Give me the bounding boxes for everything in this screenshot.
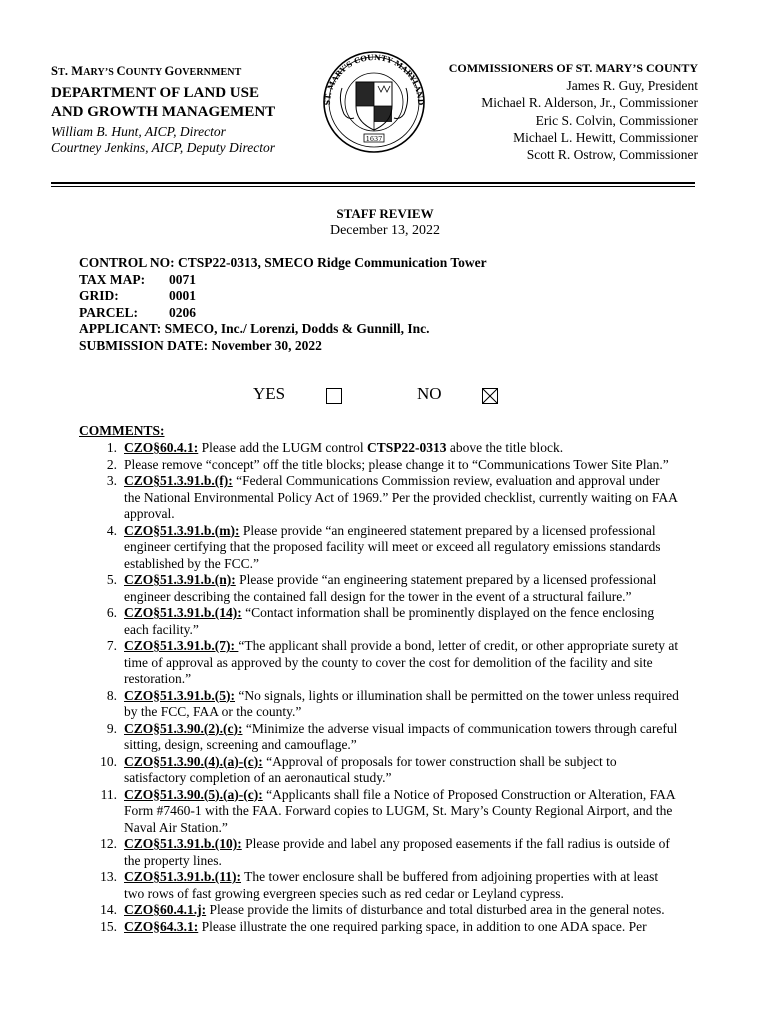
comment-number: 14. xyxy=(100,902,117,917)
code-citation: CZO§51.3.91.b.(10): xyxy=(124,836,242,851)
deputy-director-line: Courtney Jenkins, AICP, Deputy Director xyxy=(51,140,275,155)
comment-text: Please remove “concept” off the title blocks; please change it to “Communications Tower Site Plan.” xyxy=(124,456,669,472)
tax-map-row: TAX MAP: 0071 xyxy=(79,271,196,287)
header-divider-thin xyxy=(51,186,695,187)
comment-number: 10. xyxy=(100,753,117,769)
comment-item xyxy=(79,919,679,936)
commissioner-line: Michael L. Hewitt, Commissioner xyxy=(513,129,698,145)
comment-item xyxy=(79,605,679,638)
comment-text: “No signals, lights or illumination shall be permitted on the tower unless required by the FCC, FAA or the county.” xyxy=(124,687,679,719)
code-citation: CZO§51.3.90.(2).(c): xyxy=(124,720,243,736)
staff-review-heading xyxy=(0,206,770,240)
comment-text: Please provide “an engineering statement prepared by a licensed professional engineer describing the contained fall design for the tower in the event of a structural failure.” xyxy=(124,572,657,604)
checked-x-icon xyxy=(483,389,497,403)
svg-text:1637: 1637 xyxy=(365,135,383,143)
code-citation: CZO§51.3.91.b.(n): xyxy=(124,572,236,587)
comment-text: “Contact information shall be prominently displayed on the fence enclosing each facility.” xyxy=(124,605,655,637)
code-citation: CZO§51.3.91.b.(m): xyxy=(124,522,240,538)
commissioners-block xyxy=(408,60,698,163)
comment-text: Please add the LUGM control xyxy=(198,440,367,455)
comment-number: 1. xyxy=(106,440,117,455)
yes-checkbox[interactable] xyxy=(326,388,342,404)
comment-text: “The applicant shall provide a bond, letter of credit, or other appropriate surety at time of approval as approved by the county to cover the cost for demolition of the facility and site restoration.” xyxy=(124,638,679,686)
department-header xyxy=(51,64,311,156)
commissioner-line: Scott R. Ostrow, Commissioner xyxy=(526,147,698,163)
comment-item xyxy=(79,523,679,573)
code-citation: CZO§51.3.90.(5).(a)-(c): xyxy=(124,786,263,802)
comment-text: “Minimize the adverse visual impacts of communication towers through careful sitting, design, screening and camouflage.” xyxy=(124,720,678,752)
comments-heading: COMMENTS: xyxy=(79,423,165,438)
code-citation: CZO§51.3.91.b.(14): xyxy=(124,605,242,620)
comment-text: “Federal Communications Commission review, evaluation and approval under the National Environmental Policy Act of 1969.” Per the provided checklist, currently waiting on FAA approval. xyxy=(124,473,678,521)
comment-number: 11. xyxy=(100,786,117,802)
commissioner-line: James R. Guy, President xyxy=(566,78,698,93)
no-label: NO xyxy=(417,384,442,403)
director-line: William B. Hunt, AICP, Director xyxy=(51,124,226,139)
comment-number: 6. xyxy=(106,605,117,620)
comment-item xyxy=(79,688,679,721)
comment-text: Please provide and label any proposed easements if the fall radius is outside of the property lines. xyxy=(124,836,670,868)
code-citation: CZO§51.3.91.b.(f): xyxy=(124,473,233,488)
comment-number: 2. xyxy=(106,456,117,472)
code-citation: CZO§60.4.1.j: xyxy=(124,902,207,917)
code-citation: CZO§51.3.91.b.(5): xyxy=(124,687,235,703)
header-divider xyxy=(51,182,695,184)
comment-item xyxy=(79,721,679,754)
review-date: December 13, 2022 xyxy=(329,223,441,238)
applicant-row: APPLICANT: SMECO, Inc./ Lorenzi, Dodds & Gunnill, Inc. xyxy=(79,321,430,337)
code-citation: CZO§51.3.90.(4).(a)-(c): xyxy=(124,753,263,769)
comment-item xyxy=(79,638,679,688)
comment-text: “Approval of proposals for tower construction shall be subject to satisfactory completion of an aeronautical study.” xyxy=(124,753,617,785)
code-citation: CZO§51.3.91.b.(11): xyxy=(124,869,242,884)
comment-emphasis: CTSP22-0313 xyxy=(366,440,447,455)
comment-text: Please provide the limits of disturbance and total disturbed area in the general notes. xyxy=(206,902,665,917)
comment-item xyxy=(79,869,679,902)
comment-number: 7. xyxy=(106,638,117,653)
comment-number: 4. xyxy=(106,522,117,538)
department-staff xyxy=(51,124,311,156)
comment-number: 8. xyxy=(106,687,117,703)
department-name: DEPARTMENT OF LAND USE AND GROWTH MANAGEMENT xyxy=(51,85,276,120)
comment-item xyxy=(79,836,679,869)
commissioner-line: Michael R. Alderson, Jr., Commissioner xyxy=(481,95,698,111)
code-citation: CZO§60.4.1: xyxy=(124,440,199,455)
commissioner-line: Eric S. Colvin, Commissioner xyxy=(535,112,698,128)
parcel-row: PARCEL: 0206 xyxy=(79,304,196,320)
svg-text:ST. MARY'S COUNTY MARYLAND: ST. MARY'S COUNTY MARYLAND xyxy=(322,52,426,106)
code-citation: CZO§51.3.91.b.(7): xyxy=(124,638,239,653)
comment-number: 9. xyxy=(106,720,117,736)
comment-text: Please provide “an engineered statement prepared by a licensed professional engineer certifying that the proposed facility will meet or exceed all regulatory emissions standards established by the FCC.” xyxy=(124,522,661,571)
comment-text: above the title block. xyxy=(446,440,564,455)
review-title: STAFF REVIEW xyxy=(336,206,434,221)
comment-number: 3. xyxy=(106,473,117,488)
project-info xyxy=(79,255,719,355)
no-checkbox[interactable] xyxy=(482,388,498,404)
comment-item xyxy=(79,440,679,457)
comment-number: 12. xyxy=(100,836,117,851)
comment-number: 15. xyxy=(100,918,117,934)
grid-row: GRID: 0001 xyxy=(79,288,196,304)
comment-item xyxy=(79,754,679,787)
government-name: ST. MARY’S COUNTY GOVERNMENT xyxy=(51,64,242,78)
comment-item xyxy=(79,457,679,474)
comment-text: Please illustrate the one required parking space, in addition to one ADA space. Per xyxy=(198,918,647,934)
comment-item xyxy=(79,473,679,523)
submission-date-row: SUBMISSION DATE: November 30, 2022 xyxy=(79,337,322,353)
comment-number: 5. xyxy=(106,572,117,587)
comment-item xyxy=(79,787,679,837)
comment-item xyxy=(79,572,679,605)
comment-text: “Applicants shall file a Notice of Proposed Construction or Alteration, FAA Form #7460-1 with the FAA. Forward copies to LUGM, St. Mary’s County Regional Airport, and the Naval Air Station.” xyxy=(124,786,675,835)
control-number: CONTROL NO: CTSP22-0313, SMECO Ridge Communication Tower xyxy=(79,255,487,270)
comment-text: The tower enclosure shall be buffered from adjoining properties with at least two rows of fast growing evergreen species such as red cedar or Leyland cypress. xyxy=(124,869,659,901)
commissioners-title: COMMISSIONERS OF ST. MARY’S COUNTY xyxy=(448,61,698,75)
comment-number: 13. xyxy=(100,869,117,884)
comments-list xyxy=(79,440,679,935)
comment-item xyxy=(79,902,679,919)
code-citation: CZO§64.3.1: xyxy=(124,918,199,934)
yes-label: YES xyxy=(253,384,286,403)
